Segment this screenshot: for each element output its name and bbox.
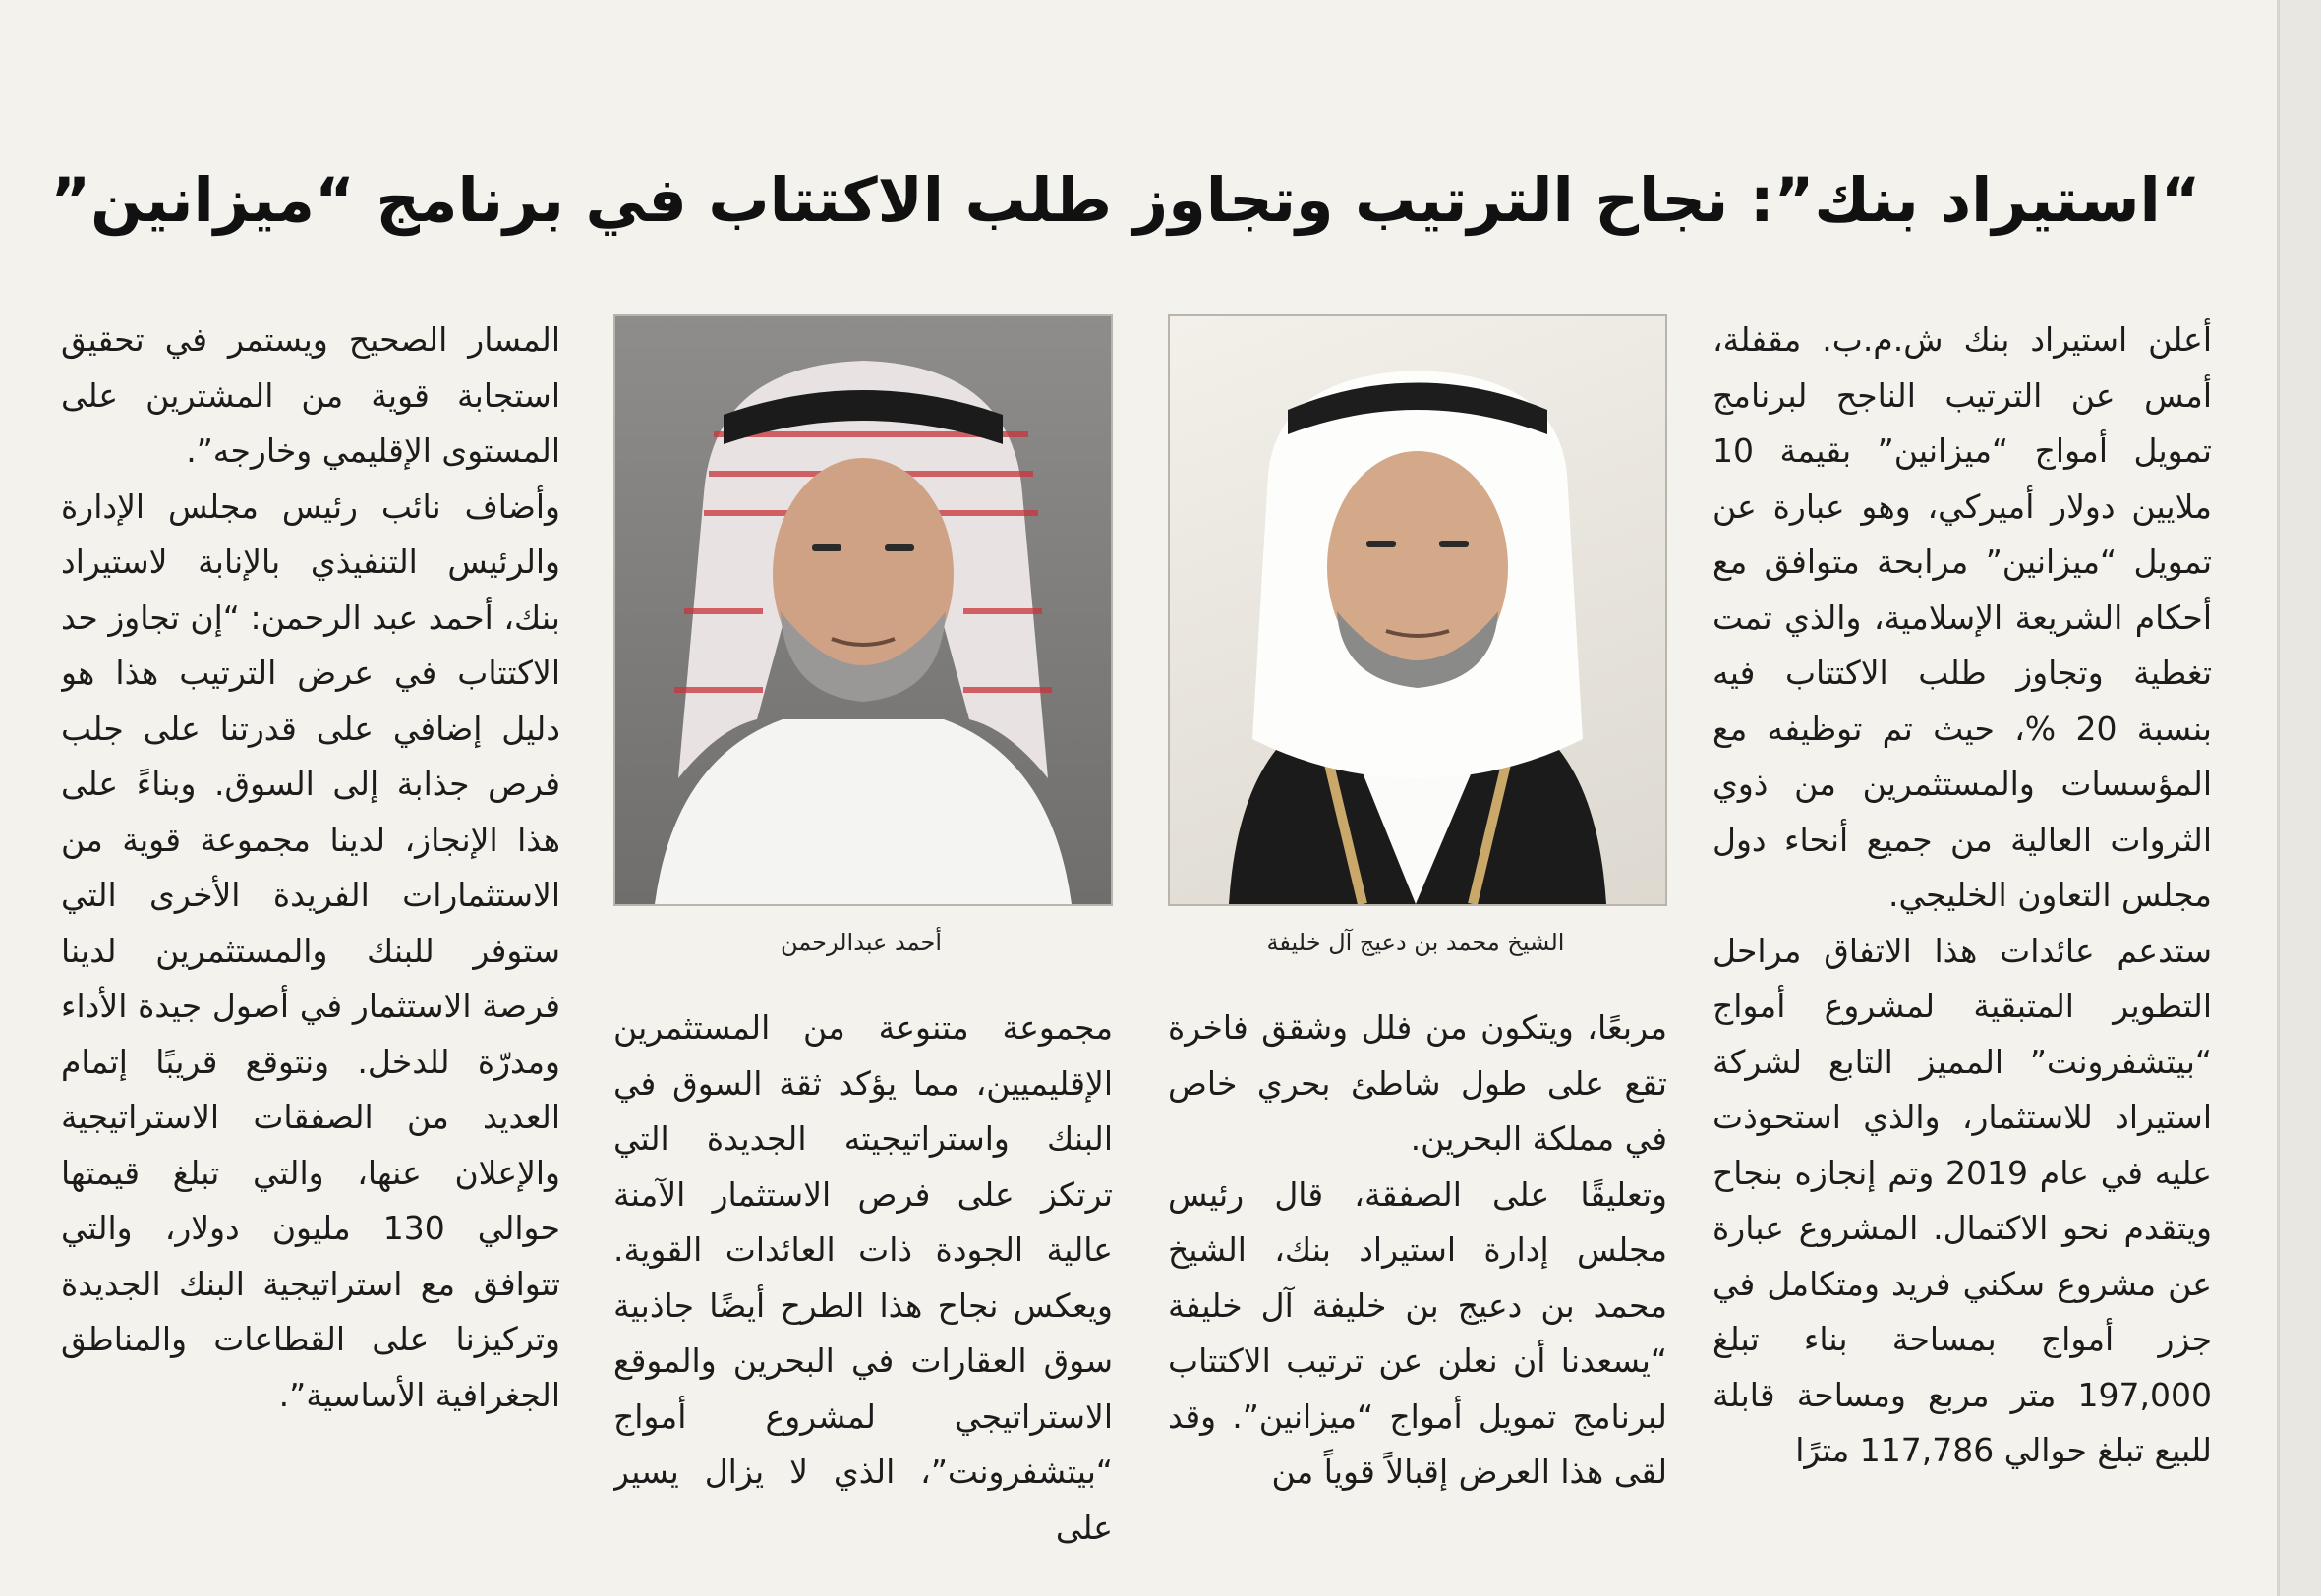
paragraph: مربعًا، ويتكون من فلل وشقق فاخرة تقع على طول شاطئ بحري خاص في مملكة البحرين. — [1168, 1008, 1667, 1158]
article-column-mid-right — [1168, 1000, 1667, 1553]
paragraph: المسار الصحيح ويستمر في تحقيق استجابة قوية من المشترين على المستوى الإقليمي وخارجه”. — [61, 320, 560, 470]
photo-caption: الشيخ محمد بن دعيج آل خليفة — [1266, 929, 1565, 956]
headline: “استيراد بنك”: نجاح الترتيب وتجاوز طلب الاكتتاب في برنامج “ميزانين” — [50, 163, 2201, 236]
portrait-photo-mohammed-bin-duaij — [1168, 314, 1667, 906]
article-column-left — [61, 313, 560, 1553]
portrait-illustration — [1170, 316, 1665, 904]
article-column-right — [1712, 313, 2212, 1553]
paragraph: أعلن استيراد بنك ش.م.ب. مقفلة، أمس عن الترتيب الناجح لبرنامج تمويل أمواج “ميزانين” بقيمة 10 ملايين دولار أميركي، وهو عبارة عن تمويل “ميزانين” مرابحة متوافق مع أحكام الشريعة الإسلامية، والذي تمت تغطية وتجاوز طلب الاكتتاب فيه بنسبة 20 %، حيث تم توظيفه مع المؤسسات والمستثمرين من ذوي الثروات العالية من جميع أنحاء دول مجلس التعاون الخليجي. — [1712, 320, 2212, 914]
portrait-photo-ahmed-abdulrahman — [613, 314, 1113, 906]
paragraph: وتعليقًا على الصفقة، قال رئيس مجلس إدارة استيراد بنك، الشيخ محمد بن دعيج بن خليفة آل خليفة “يسعدنا أن نعلن عن ترتيب الاكتتاب لبرنامج تمويل أمواج “ميزانين”. وقد لقى هذا العرض إقبالاً قوياً من — [1168, 1174, 1667, 1491]
paragraph: ستدعم عائدات هذا الاتفاق مراحل التطوير المتبقية لمشروع أمواج “بيتشفرونت” المميز التابع لشركة استيراد للاستثمار، والذي استحوذت عليه في عام 2019 وتم إنجازه بنجاح ويتقدم نحو الاكتمال. المشروع عبارة عن مشروع سكني فريد ومتكامل في جزر أمواج بمساحة بناء تبلغ 197,000 متر مربع ومساحة قابلة للبيع تبلغ حوالي 117,786 مترًا — [1712, 931, 2212, 1469]
portrait-illustration — [615, 316, 1111, 904]
paragraph: وأضاف نائب رئيس مجلس الإدارة والرئيس التنفيذي بالإنابة لاستيراد بنك، أحمد عبد الرحمن: “إن تجاوز حد الاكتتاب في عرض الترتيب هذا هو دليل إضافي على قدرتنا على جلب فرص جذابة إلى السوق. وبناءً على هذا الإنجاز، لدينا مجموعة قوية من الاستثمارات الفريدة الأخرى التي ستوفر للبنك والمستثمرين لدينا فرصة الاستثمار في أصول جيدة الأداء ومدرّة للدخل. ونتوقع قريبًا إتمام العديد من الصفقات الاستراتيجية والإعلان عنها، والتي تبلغ قيمتها حوالي 130 مليون دولار، والتي تتوافق مع استراتيجية البنك الجديدة وتركيزنا على القطاعات والمناطق الجغرافية الأساسية”. — [61, 486, 560, 1414]
photo-caption: أحمد عبدالرحمن — [781, 929, 942, 956]
paragraph: مجموعة متنوعة من المستثمرين الإقليميين، مما يؤكد ثقة السوق في البنك واستراتيجيته الجديدة التي ترتكز على فرص الاستثمار الآمنة عالية الجودة ذات العائدات القوية. ويعكس نجاح هذا الطرح أيضًا جاذبية سوق العقارات في البحرين والموقع الاستراتيجي لمشروع أمواج “بيتشفرونت”، الذي لا يزال يسير على — [613, 1008, 1113, 1547]
article-column-mid-left — [613, 1000, 1113, 1553]
